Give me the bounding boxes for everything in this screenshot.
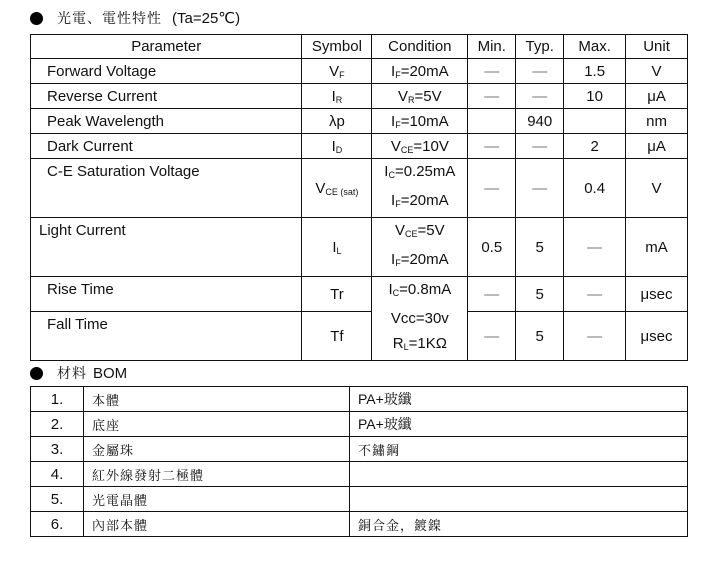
max-cell	[564, 109, 626, 134]
min-cell: —	[468, 59, 516, 84]
table-row	[31, 109, 688, 134]
max-cell: —	[564, 277, 626, 312]
bom-num: 6.	[31, 512, 84, 537]
typ-cell: —	[516, 59, 564, 84]
typ-cell: 940	[516, 109, 564, 134]
condition-cell: $I_C=0.25mA$ $I_F=20mA$	[372, 159, 468, 218]
header-parameter: Parameter	[31, 35, 302, 59]
bom-material	[350, 462, 688, 487]
param-forward-voltage: Forward Voltage	[31, 59, 302, 84]
symbol-cell: $I_D$	[302, 134, 372, 159]
bom-part-name: 底座	[84, 412, 350, 437]
bom-material-text: 銅合金，鍍鎳	[358, 518, 443, 534]
unit-cell: V	[626, 59, 688, 84]
bom-num: 1.	[31, 387, 84, 412]
max-cell: —	[564, 218, 626, 277]
param-peak-wavelength: Peak Wavelength	[31, 109, 302, 134]
header-max: Max.	[564, 35, 626, 59]
bom-part-name: 本體	[84, 387, 350, 412]
table-row	[31, 134, 688, 159]
table-row	[31, 437, 688, 462]
bom-table	[30, 386, 688, 537]
condition-cell: $V_{CE}=5V$ $I_F=20mA$	[372, 218, 468, 277]
spec-header-row	[31, 35, 688, 59]
unit-cell: μsec	[626, 312, 688, 361]
section-electro-optical-title	[30, 8, 240, 28]
symbol-cell: $V_{CE (sat)}$	[302, 159, 372, 218]
unit-cell: nm	[626, 109, 688, 134]
header-symbol: Symbol	[302, 35, 372, 59]
header-unit: Unit	[626, 35, 688, 59]
section-title-zh: 光電、電性特性	[57, 11, 162, 27]
param-reverse-current: Reverse Current	[31, 84, 302, 109]
min-cell: —	[468, 159, 516, 218]
max-cell: 2	[564, 134, 626, 159]
unit-cell: μsec	[626, 277, 688, 312]
bullet-icon	[30, 367, 43, 380]
symbol-cell: $V_F$	[302, 59, 372, 84]
header-min: Min.	[468, 35, 516, 59]
bom-num: 2.	[31, 412, 84, 437]
max-cell: 0.4	[564, 159, 626, 218]
bom-part-name: 內部本體	[84, 512, 350, 537]
bom-num: 4.	[31, 462, 84, 487]
condition-cell: $I_F=20mA$	[372, 59, 468, 84]
bom-num: 3.	[31, 437, 84, 462]
condition-cell-switching: $I_C=0.8mA$ Vcc=30v $R_L=1K\Omega$	[372, 277, 468, 361]
min-cell: —	[468, 84, 516, 109]
unit-cell: μA	[626, 84, 688, 109]
typ-cell: 5	[516, 218, 564, 277]
param-rise-time: Rise Time	[31, 277, 302, 312]
section-title-en: BOM	[93, 364, 128, 382]
symbol-cell: Tr	[302, 277, 372, 312]
max-cell: 10	[564, 84, 626, 109]
spec-table	[30, 34, 688, 361]
typ-cell: —	[516, 159, 564, 218]
min-cell	[468, 109, 516, 134]
bom-material: PA+玻纖	[350, 387, 688, 412]
condition-cell: $V_R=5V$	[372, 84, 468, 109]
unit-cell: mA	[626, 218, 688, 277]
param-fall-time: Fall Time	[31, 312, 302, 361]
condition-cell: $I_F=10mA$	[372, 109, 468, 134]
table-row	[31, 412, 688, 437]
bom-material	[350, 512, 688, 537]
symbol-cell: Tf	[302, 312, 372, 361]
header-condition: Condition	[372, 35, 468, 59]
table-row	[31, 512, 688, 537]
min-cell: —	[468, 134, 516, 159]
max-cell: 1.5	[564, 59, 626, 84]
table-row	[31, 84, 688, 109]
unit-cell: μA	[626, 134, 688, 159]
param-ce-saturation-voltage: C-E Saturation Voltage	[31, 159, 302, 218]
bom-material	[350, 437, 688, 462]
bom-part-name: 光電晶體	[84, 487, 350, 512]
section-bom-title	[30, 363, 127, 383]
symbol-cell: λp	[302, 109, 372, 134]
table-row	[31, 387, 688, 412]
table-row	[31, 59, 688, 84]
condition-cell: $V_{CE}=10V$	[372, 134, 468, 159]
table-row	[31, 312, 688, 361]
min-cell: —	[468, 277, 516, 312]
param-dark-current: Dark Current	[31, 134, 302, 159]
header-typ: Typ.	[516, 35, 564, 59]
bom-material	[350, 487, 688, 512]
bom-num: 5.	[31, 487, 84, 512]
section-title-zh: 材料	[57, 366, 87, 382]
min-cell: —	[468, 312, 516, 361]
bullet-icon	[30, 12, 43, 25]
unit-cell: V	[626, 159, 688, 218]
typ-cell: —	[516, 134, 564, 159]
table-row	[31, 277, 688, 312]
bom-material: PA+玻纖	[350, 412, 688, 437]
param-light-current: Light Current	[31, 218, 302, 277]
max-cell: —	[564, 312, 626, 361]
typ-cell: 5	[516, 312, 564, 361]
symbol-cell: $I_R$	[302, 84, 372, 109]
table-row	[31, 159, 688, 218]
table-row	[31, 462, 688, 487]
section-title-condition: (Ta=25℃)	[172, 10, 241, 27]
table-row	[31, 487, 688, 512]
typ-cell: 5	[516, 277, 564, 312]
bom-part-name: 紅外線發射二極體	[84, 462, 350, 487]
typ-cell: —	[516, 84, 564, 109]
bom-part-name: 金屬珠	[84, 437, 350, 462]
min-cell: 0.5	[468, 218, 516, 277]
bom-material-text: 不鏽鋼	[358, 443, 401, 459]
table-row	[31, 218, 688, 277]
symbol-cell: $I_L$	[302, 218, 372, 277]
